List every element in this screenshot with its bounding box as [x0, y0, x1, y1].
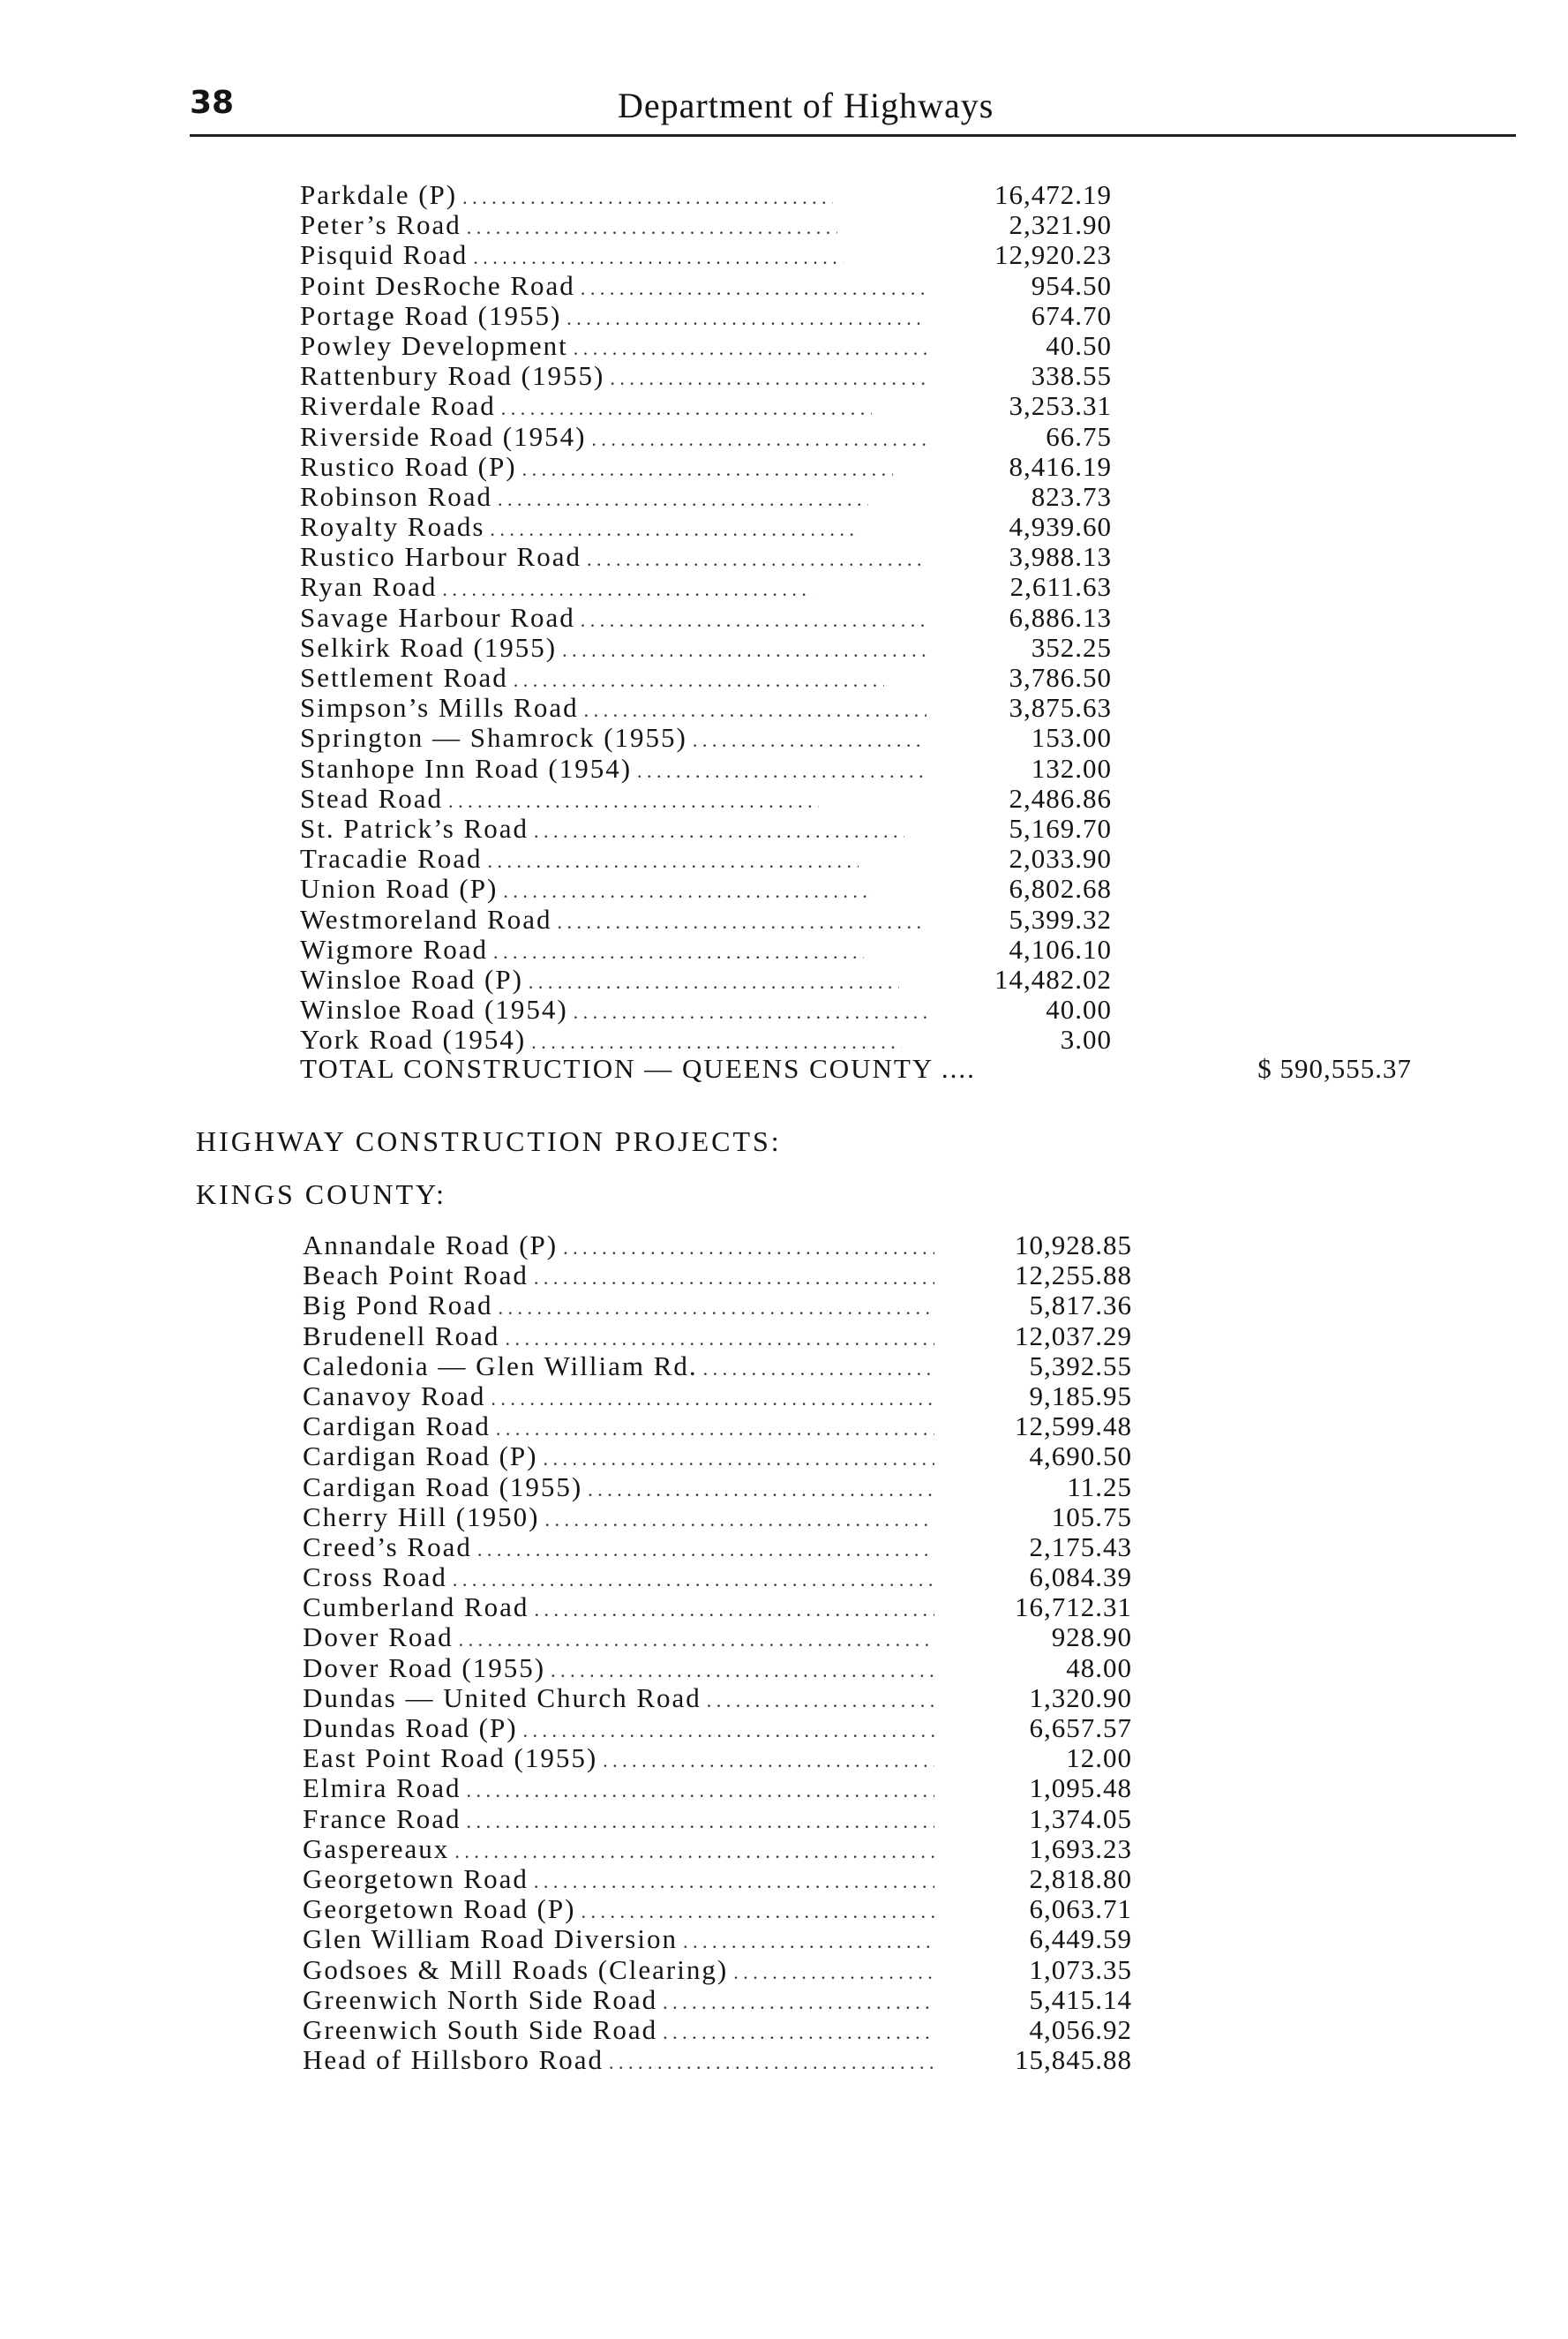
road-name: Annandale Road (P) [303, 1230, 559, 1260]
amount: 105.75 [1051, 1500, 1132, 1532]
entry-name-cell [300, 301, 927, 334]
amount: 3,875.63 [1009, 692, 1112, 724]
list-item [300, 965, 1121, 995]
dot-leader [459, 1625, 934, 1655]
dot-leader [610, 364, 927, 394]
dot-leader [693, 726, 927, 756]
list-item [303, 1773, 1132, 1803]
entry-name-cell [300, 935, 927, 967]
dot-leader [551, 1656, 934, 1686]
road-name: Beach Point Road [303, 1260, 529, 1291]
amount: 2,486.86 [1009, 782, 1112, 814]
entry-name-cell [300, 542, 927, 575]
entry-name-cell [303, 1864, 934, 1897]
list-item [303, 1653, 1132, 1683]
amount: 1,073.35 [1029, 1953, 1132, 1985]
amount: 2,321.90 [1009, 209, 1112, 241]
entry-name-cell [300, 512, 927, 545]
entry-name-cell [303, 1321, 934, 1354]
amount: 5,169.70 [1009, 812, 1112, 844]
list-item [303, 1411, 1132, 1441]
entry-name-cell [303, 1713, 934, 1746]
list-item [300, 180, 1121, 210]
list-item [303, 1955, 1132, 1985]
amount: 66.75 [1046, 420, 1112, 452]
amount: 3,786.50 [1009, 662, 1112, 693]
entry-name-cell [303, 1955, 934, 1988]
dot-leader [534, 1595, 934, 1625]
dot-leader [587, 545, 927, 575]
road-name: Wigmore Road [300, 934, 489, 965]
amount: 4,690.50 [1029, 1440, 1132, 1472]
amount: 5,392.55 [1029, 1350, 1132, 1381]
road-name: Selkirk Road (1955) [300, 632, 558, 663]
amount: 6,449.59 [1029, 1923, 1132, 1955]
road-name: Cumberland Road [303, 1592, 529, 1623]
road-name: Portage Road (1955) [300, 300, 562, 331]
entry-name-cell [303, 1441, 934, 1474]
amount: 11.25 [1067, 1470, 1132, 1502]
dot-leader [683, 1927, 934, 1957]
road-name: Parkdale (P) [300, 180, 458, 210]
entry-name-cell [300, 754, 927, 786]
dot-leader [707, 1686, 934, 1716]
dot-leader [488, 846, 859, 876]
list-item [303, 1562, 1132, 1592]
road-name: Springton — Shamrock (1955) [300, 723, 687, 754]
list-item [303, 2045, 1132, 2075]
list-item [303, 1804, 1132, 1834]
list-item [303, 1502, 1132, 1532]
dot-leader [501, 394, 872, 424]
dot-leader [563, 1233, 934, 1263]
list-item [300, 603, 1121, 633]
entry-name-cell [303, 1894, 934, 1927]
dot-leader [566, 304, 927, 334]
list-item [300, 512, 1121, 542]
dot-leader [505, 1324, 934, 1354]
amount: 1,320.90 [1029, 1681, 1132, 1713]
amount: 954.50 [1031, 269, 1112, 301]
dot-leader [581, 605, 927, 636]
amount: 3.00 [1060, 1024, 1112, 1056]
road-name: Canavoy Road [303, 1380, 486, 1411]
amount: 4,106.10 [1009, 933, 1112, 965]
amount: 12,255.88 [1015, 1260, 1132, 1291]
amount: 2,175.43 [1029, 1531, 1132, 1562]
list-item [303, 1864, 1132, 1894]
amount: 1,095.48 [1029, 1772, 1132, 1804]
dot-leader [493, 937, 864, 967]
list-item [300, 844, 1121, 874]
entry-name-cell [300, 391, 927, 424]
road-name: East Point Road (1955) [303, 1743, 598, 1774]
amount: 823.73 [1031, 480, 1112, 512]
dot-leader [522, 455, 893, 485]
road-name: Savage Harbour Road [300, 602, 575, 633]
dot-leader [562, 636, 927, 666]
road-name: Georgetown Road (P) [303, 1894, 576, 1925]
dot-leader [529, 967, 899, 997]
entry-name-cell [303, 1290, 934, 1323]
dot-leader [543, 1444, 934, 1474]
dot-leader [584, 696, 927, 726]
entry-name-cell [300, 965, 927, 997]
dot-leader [663, 1988, 934, 2018]
amount: 16,472.19 [994, 179, 1112, 210]
road-name: Cardigan Road (1955) [303, 1471, 583, 1502]
amount: 15,845.88 [1015, 2044, 1132, 2076]
dot-leader [534, 1867, 934, 1897]
amount: 1,693.23 [1029, 1832, 1132, 1864]
entry-name-cell [303, 1653, 934, 1686]
road-name: Glen William Road Diversion [303, 1924, 678, 1955]
list-item [303, 1713, 1132, 1743]
entry-name-cell [303, 1532, 934, 1565]
list-item [303, 1622, 1132, 1652]
entry-name-cell [300, 814, 927, 846]
amount: 9,185.95 [1029, 1380, 1132, 1411]
road-name: Rustico Harbour Road [300, 542, 581, 573]
list-item [303, 2015, 1132, 2045]
amount: 2,033.90 [1009, 843, 1112, 875]
road-name: Dundas — United Church Road [303, 1682, 701, 1713]
road-name: Rustico Road (P) [300, 451, 517, 482]
dot-leader [467, 1807, 934, 1837]
list-item [303, 1321, 1132, 1351]
page-header [190, 81, 1516, 137]
amount: 352.25 [1031, 631, 1112, 663]
list-item [300, 391, 1121, 421]
amount: 48.00 [1066, 1651, 1132, 1683]
amount: 928.90 [1051, 1621, 1132, 1653]
entry-name-cell [303, 2045, 934, 2078]
amount: 338.55 [1031, 360, 1112, 392]
road-name: Greenwich North Side Road [303, 1984, 658, 2015]
entry-name-cell [303, 1985, 934, 2018]
amount: 6,886.13 [1009, 601, 1112, 633]
amount: 6,657.57 [1029, 1712, 1132, 1743]
dot-leader [581, 1897, 935, 1927]
dot-leader [467, 213, 837, 243]
dot-leader [448, 786, 819, 816]
entry-name-cell [303, 2015, 934, 2048]
road-name: Ryan Road [300, 572, 438, 603]
list-item [303, 1532, 1132, 1562]
list-item [300, 633, 1121, 663]
list-item [300, 361, 1121, 391]
entry-name-cell [300, 271, 927, 304]
list-item [303, 1683, 1132, 1713]
amount: 12,037.29 [1015, 1320, 1132, 1351]
entry-name-cell [303, 1411, 934, 1444]
entry-name-cell [303, 1834, 934, 1867]
amount: 12.00 [1066, 1742, 1132, 1774]
entry-name-cell [300, 905, 927, 937]
list-item [300, 935, 1121, 965]
entry-name-cell [303, 1230, 934, 1263]
road-name: Royalty Roads [300, 512, 485, 543]
road-name: Peter’s Road [300, 210, 461, 241]
road-name: Godsoes & Mill Roads (Clearing) [303, 1954, 729, 1985]
dot-leader [609, 2048, 934, 2078]
road-name: Powley Development [300, 330, 568, 361]
entry-name-cell [303, 1924, 934, 1957]
entry-name-cell [300, 784, 927, 816]
dot-leader [663, 2018, 934, 2048]
road-name: Cross Road [303, 1562, 447, 1593]
list-item [300, 784, 1121, 814]
dot-leader [591, 425, 927, 455]
dot-leader [490, 515, 860, 545]
road-name: Robinson Road [300, 481, 493, 512]
road-name: Point DesRoche Road [300, 270, 575, 301]
amount: 14,482.02 [994, 963, 1112, 995]
list-item [303, 1924, 1132, 1954]
list-item [303, 1592, 1132, 1622]
road-name: Big Pond Road [303, 1290, 493, 1321]
dot-leader [498, 1293, 934, 1323]
list-item [303, 1834, 1132, 1864]
entry-name-cell [300, 603, 927, 636]
dot-leader [491, 1384, 934, 1414]
list-item [300, 331, 1121, 361]
dot-leader [637, 756, 927, 786]
road-name: Stanhope Inn Road (1954) [300, 753, 633, 784]
entry-name-cell [300, 874, 927, 906]
road-name: Tracadie Road [300, 844, 483, 875]
dot-leader [514, 666, 884, 696]
road-name: Cardigan Road [303, 1411, 491, 1442]
dot-leader [534, 1263, 934, 1293]
list-item [300, 210, 1121, 240]
road-name: Union Road (P) [300, 874, 499, 905]
road-name: Cardigan Road (P) [303, 1441, 538, 1472]
list-item [303, 1894, 1132, 1924]
road-name: Brudenell Road [303, 1320, 500, 1351]
entry-name-cell [300, 180, 927, 213]
list-item [300, 693, 1121, 723]
amount: 40.00 [1046, 994, 1112, 1026]
amount: 153.00 [1031, 722, 1112, 754]
dot-leader [581, 274, 927, 304]
list-item [300, 874, 1121, 904]
entry-name-cell [303, 1351, 934, 1384]
road-name: Cherry Hill (1950) [303, 1501, 540, 1532]
road-name: Dundas Road (P) [303, 1713, 518, 1743]
road-name: St. Patrick’s Road [300, 813, 529, 844]
dot-leader [574, 997, 927, 1027]
dot-leader [588, 1475, 934, 1505]
dot-leader [557, 907, 927, 937]
amount: 1,374.05 [1029, 1802, 1132, 1834]
dot-leader [503, 876, 874, 906]
dot-leader [442, 575, 813, 605]
amount: 2,818.80 [1029, 1862, 1132, 1894]
list-item [303, 1230, 1132, 1260]
list-item [300, 814, 1121, 844]
entry-name-cell [300, 572, 927, 605]
list-item [303, 1441, 1132, 1471]
entry-name-cell [303, 1773, 934, 1806]
kings-county-list [303, 1230, 1132, 2075]
road-name: Westmoreland Road [300, 904, 552, 935]
road-name: Riverdale Road [300, 391, 496, 422]
dot-leader [523, 1716, 934, 1746]
entry-name-cell [300, 844, 927, 876]
list-item [303, 1290, 1132, 1320]
amount: 6,063.71 [1029, 1893, 1132, 1925]
entry-name-cell [300, 633, 927, 666]
road-name: York Road (1954) [300, 1025, 527, 1056]
dot-leader [473, 243, 844, 273]
entry-name-cell [303, 1502, 934, 1535]
dot-leader [733, 1958, 934, 1988]
list-item [300, 905, 1121, 935]
list-item [303, 1472, 1132, 1502]
entry-name-cell [303, 1592, 934, 1625]
amount: 12,599.48 [1015, 1410, 1132, 1442]
dot-leader [544, 1505, 934, 1535]
entry-name-cell [300, 422, 927, 455]
entry-name-cell [300, 452, 927, 485]
road-name: Gaspereaux [303, 1833, 450, 1864]
list-item [300, 995, 1121, 1025]
road-name: Winsloe Road (P) [300, 964, 523, 995]
amount: 5,415.14 [1029, 1983, 1132, 2015]
entry-name-cell [300, 361, 927, 394]
road-name: Georgetown Road [303, 1863, 529, 1894]
amount: 6,802.68 [1009, 873, 1112, 905]
amount: 674.70 [1031, 299, 1112, 331]
list-item [300, 422, 1121, 452]
entry-name-cell [300, 693, 927, 726]
list-item [300, 723, 1121, 753]
road-name: France Road [303, 1803, 461, 1834]
road-name: Pisquid Road [300, 240, 469, 271]
entry-name-cell [300, 331, 927, 364]
queens-total-label: TOTAL CONSTRUCTION — QUEENS COUNTY .... [300, 1053, 976, 1084]
entry-name-cell [303, 1683, 934, 1716]
dot-leader [462, 183, 833, 213]
list-item [303, 1743, 1132, 1773]
amount: 6,084.39 [1029, 1561, 1132, 1593]
dot-leader [467, 1776, 934, 1806]
running-title: Department of Highways [618, 86, 994, 125]
list-item [303, 1985, 1132, 2015]
amount: 4,056.92 [1029, 2013, 1132, 2045]
list-item [300, 542, 1121, 572]
dot-leader [574, 334, 927, 364]
list-item [300, 482, 1121, 512]
entry-name-cell [303, 1562, 934, 1595]
list-item [300, 301, 1121, 331]
amount: 5,817.36 [1029, 1290, 1132, 1321]
road-name: Winsloe Road (1954) [300, 995, 568, 1026]
list-item [303, 1381, 1132, 1411]
amount: 10,928.85 [1015, 1230, 1132, 1260]
amount: 3,253.31 [1009, 390, 1112, 422]
road-name: Dover Road (1955) [303, 1652, 546, 1683]
dot-leader [603, 1746, 934, 1776]
road-name: Rattenbury Road (1955) [300, 361, 605, 392]
amount: 2,611.63 [1009, 571, 1112, 603]
amount: 12,920.23 [994, 239, 1112, 271]
queens-total-amount: $ 590,555.37 [1257, 1053, 1412, 1084]
dot-leader [477, 1535, 934, 1565]
entry-name-cell [300, 210, 927, 243]
queens-county-list [300, 180, 1121, 1055]
entry-name-cell [303, 1804, 934, 1837]
amount: 5,399.32 [1009, 903, 1112, 935]
entry-name-cell [303, 1743, 934, 1776]
list-item [300, 572, 1121, 602]
list-item [303, 1260, 1132, 1290]
amount: 8,416.19 [1009, 450, 1112, 482]
dot-leader [496, 1414, 934, 1444]
entry-name-cell [303, 1622, 934, 1655]
entry-name-cell [300, 995, 927, 1027]
list-item [303, 1351, 1132, 1381]
dot-leader [703, 1354, 934, 1384]
dot-leader [453, 1565, 934, 1595]
list-item [300, 663, 1121, 693]
road-name: Riverside Road (1954) [300, 421, 587, 452]
list-item [300, 240, 1121, 270]
entry-name-cell [303, 1381, 934, 1414]
entry-name-cell [300, 482, 927, 515]
page-number: 38 [190, 85, 235, 121]
road-name: Dover Road [303, 1622, 454, 1653]
road-name: Elmira Road [303, 1773, 461, 1804]
dot-leader [498, 485, 868, 515]
entry-name-cell [300, 723, 927, 756]
county-heading: KINGS COUNTY: [196, 1178, 447, 1210]
list-item [300, 1025, 1121, 1055]
list-item [300, 452, 1121, 482]
entry-name-cell [303, 1472, 934, 1505]
amount: 40.50 [1046, 329, 1112, 361]
road-name: Head of Hillsboro Road [303, 2045, 604, 2076]
entry-name-cell [300, 240, 927, 273]
amount: 132.00 [1031, 752, 1112, 784]
dot-leader [454, 1837, 934, 1867]
road-name: Stead Road [300, 783, 444, 814]
entry-name-cell [300, 663, 927, 696]
road-name: Caledonia — Glen William Rd. [303, 1350, 698, 1381]
road-name: Creed’s Road [303, 1531, 472, 1562]
list-item [300, 271, 1121, 301]
list-item [300, 754, 1121, 784]
amount: 4,939.60 [1009, 511, 1112, 543]
section-heading: HIGHWAY CONSTRUCTION PROJECTS: [196, 1125, 782, 1157]
dot-leader [534, 816, 904, 846]
road-name: Greenwich South Side Road [303, 2014, 658, 2045]
amount: 3,988.13 [1009, 541, 1112, 573]
road-name: Simpson’s Mills Road [300, 693, 579, 724]
entry-name-cell [303, 1260, 934, 1293]
road-name: Settlement Road [300, 663, 508, 693]
amount: 16,712.31 [1015, 1591, 1132, 1623]
